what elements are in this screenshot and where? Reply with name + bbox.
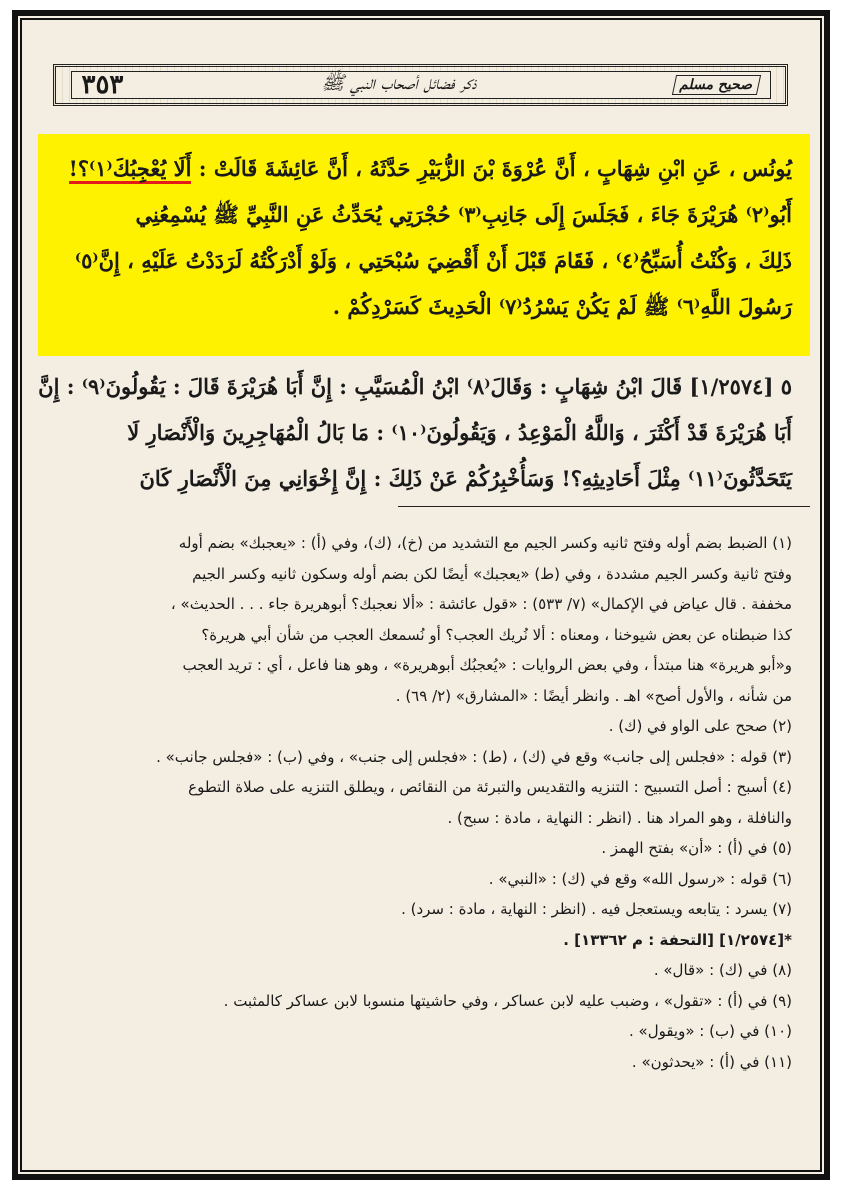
hadith-line: ٥ [١/٢٥٧٤] قَالَ ابْنُ شِهَابٍ : وَقَالَ⁽٨⁾ ابْنُ الْمُسَيَّبِ : إِنَّ أَبَا هُرَيْرَةَ قَالَ : يَقُولُونَ⁽٩⁾ : إِنَّ: [38, 374, 792, 399]
footnote-line: (٧) يسرد : يتابعه ويستعجل فيه . (انظر : النهاية ، مادة : سرد) .: [401, 900, 792, 918]
footnote-line: من شأنه ، والأول أصح» اهـ . وانظر أيضًا : «المشارق» (٢/ ٦٩) .: [395, 686, 792, 705]
underlined-phrase: أَلَا يُعْجِبُكَ⁽١⁾؟!: [69, 156, 192, 184]
footnote-line: كذا ضبطناه عن بعض شيوخنا ، ومعناه : ألا نُريك العجب؟ أو نُسمعك العجب من شأن أبي هريرة؟: [201, 625, 792, 644]
hadith-line: يَتَحَدَّثُونَ⁽١١⁾ مِثْلَ أَحَادِيثِهِ؟! وَسَأُخْبِرُكُمْ عَنْ ذَلِكَ : إِنَّ إِخْوَانِي مِنَ الْأَنْصَارِ كَانَ: [139, 466, 792, 491]
footnote-line: مخففة . قال عياض في الإكمال» (٧/ ٥٣٣) : «قول عائشة : «ألا نعجبك؟ أبوهريرة جاء . . . الحديث» ،: [170, 595, 792, 613]
hadith-line: أَبَا هُرَيْرَةَ قَدْ أَكْثَرَ ، وَاللَّهُ الْمَوْعِدُ ، وَيَقُولُونَ⁽١٠⁾ : مَا بَالُ الْمُهَاجِرِينَ وَالْأَنْصَارِ لَا: [127, 420, 792, 445]
footnote-line: (٦) قوله : «رسول الله» وقع في (ك) : «النبي» .: [488, 869, 792, 888]
hadith-line: ذَلِكَ ، وَكُنْتُ أُسَبِّحُ⁽٤⁾ ، فَقَامَ قَبْلَ أَنْ أَقْضِيَ سُبْحَتِي ، وَلَوْ أَدْرَكْتُهُ لَرَدَدْتُ عَلَيْهِ ، إِنَّ⁽٥⁾: [74, 248, 792, 273]
hadith-line: رَسُولَ اللَّهِ⁽٦⁾ ﷺ لَمْ يَكُنْ يَسْرُدُ⁽٧⁾ الْحَدِيثَ كَسَرْدِكُمْ .: [332, 294, 792, 319]
page-header: [53, 64, 788, 106]
highlighted-hadith: [62, 146, 792, 330]
page-header-inner: [71, 71, 771, 99]
hadith-line: أَبُو⁽٢⁾ هُرَيْرَةَ جَاءَ ، فَجَلَسَ إِلَى جَانِبِ⁽٣⁾ حُجْرَتِي يُحَدِّثُ عَنِ النَّبِيِّ ﷺ يُسْمِعُنِي: [135, 202, 792, 227]
page-number: ٣٥٣: [81, 70, 124, 100]
footnote-line: (١) الضبط بضم أوله وفتح ثانيه وكسر الجيم مع التشديد من (خ)، (ك)، وفي (أ) : «يعجبك» بضم أوله: [178, 534, 792, 552]
running-title: ذكر فضائل أصحاب النبي ﷺ: [321, 72, 477, 94]
footnote-line: (٤) أسبح : أصل التسبيح : التنزيه والتقديس والتبرئة من النقائص ، ويطلق التنزيه على صلاة التطوع: [188, 778, 792, 796]
footnote-line: (٥) في (أ) : «أن» بفتح الهمز .: [601, 839, 792, 857]
footnote-separator: [398, 506, 810, 507]
footnote-line: (١٠) في (ب) : «ويقول» .: [628, 1022, 792, 1040]
footnote-line: وفتح ثانية وكسر الجيم مشددة ، وفي (ط) «يعجبك» أيضًا لكن بضم أوله وسكون ثانيه وكسر الجيم: [192, 564, 792, 583]
footnote-line: و«أبو هريرة» هنا مبتدأ ، وفي بعض الروايات : «يُعجبُك أبوهريرة» ، وهو هنا فاعل ، أي : تريد العجب: [182, 656, 792, 674]
book-logo: صحيح مسلم: [672, 75, 761, 95]
footnote-line: (٢) صحح على الواو في (ك) .: [608, 717, 792, 735]
footnote-line: *[١/٢٥٧٤] [التحفة : م ١٣٣٦٢] .: [563, 930, 792, 949]
footnote-line: (٩) في (أ) : «تقول» ، وضبب عليه لابن عساكر ، وفي حاشيتها منسوبا لابن عساكر كالمثبت .: [223, 991, 792, 1010]
hadith-line-text: يُونُس ، عَنِ ابْنِ شِهَابٍ ، أَنَّ عُرْوَةَ بْنَ الزُّبَيْرِ حَدَّثَهُ ، أَنَّ عَائِشَةَ قَالَتْ :: [198, 156, 792, 181]
footnote-line: (٨) في (ك) : «قال» .: [653, 961, 792, 979]
footnote-line: (١١) في (أ) : «يحدثون» .: [631, 1052, 792, 1071]
footnote-line: والنافلة ، وهو المراد هنا . (انظر : النهاية ، مادة : سبح) .: [447, 808, 792, 827]
footnote-line: (٣) قوله : «فجلس إلى جانب» وقع في (ك) ، (ط) : «فجلس إلى جنب» ، وفي (ب) : «فجلس جانب» .: [156, 747, 792, 766]
next-hadith: [38, 364, 792, 502]
footnotes: [58, 528, 792, 1077]
book-page: [12, 10, 830, 1180]
hadith-line: [62, 146, 792, 192]
